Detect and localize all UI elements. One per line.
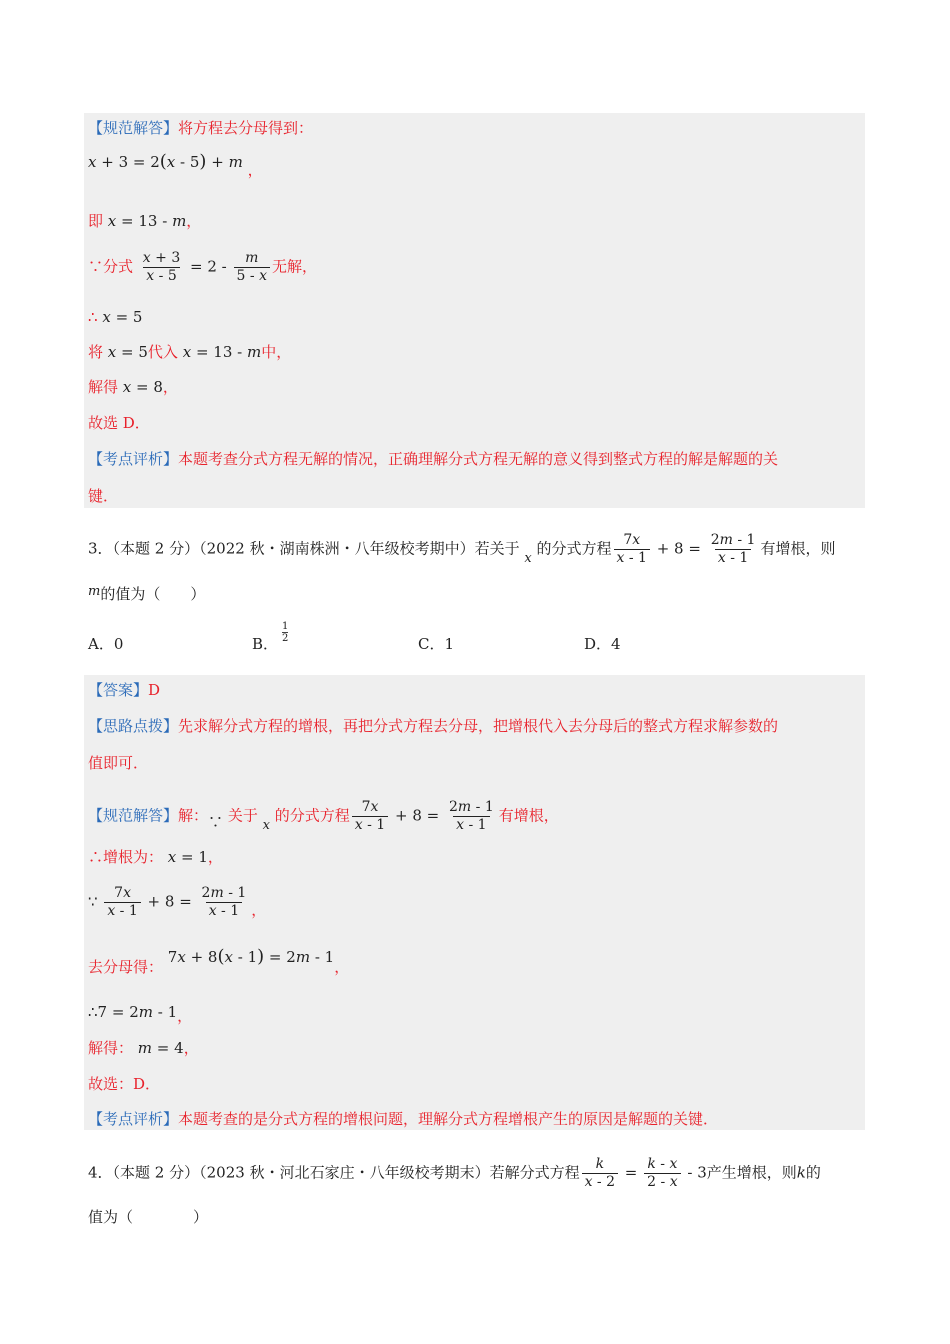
answer-choice-2: 故选：D． [88,1075,161,1093]
sol-pre: 解： [178,806,209,825]
answer-line [88,680,160,700]
jiede-text-2: 解得： [88,1039,134,1057]
evaluation-1-cont: 键． [88,487,119,505]
solution-line-2: ∴增根为： x = 1， [88,848,223,866]
question-4-suffix: 产生增根，则 [706,1163,797,1182]
dairu-text: 代入 [147,343,178,361]
therefore-symbol: ∴ [88,308,98,326]
comma: ， [186,212,202,230]
question-3-line2-suffix: 的值为（ ） [100,585,206,603]
equation-4: ∴ x = 5 [88,308,143,326]
solution-line-3: ∵ $\frac{7x}{x - 1}$ + 8 = $\frac{2m - 1}{x - 1}$ ， [88,885,267,919]
question-4-tail: 的 [805,1163,821,1182]
evaluation-text: 本题考查分式方程无解的情况，正确理解分式方程无解的意义得到整式方程的解是解题的关 [178,450,779,468]
question-3-prefix: 3．（本题 2 分）（2022 秋・湖南株洲・八年级校考期中）若关于 [88,539,520,558]
evaluation-label: 【考点评析】 [88,450,179,468]
fenshi-text: 的分式方程 [274,806,350,825]
comma: ， [183,1039,199,1057]
because-symbol: ∵ [208,812,224,831]
comma: ， [162,378,178,396]
comma: ， [251,900,267,919]
answer-choice-1: 故选 D． [88,414,150,432]
equation-2: 即 x = 13 - m， [88,212,202,230]
equation-3: ∵分式 $\frac{x + 3}{x - 5}$ = 2 - $\frac{m}{5 - x}$ 无解， [88,250,317,284]
option-a[interactable]: A．0 [88,635,124,653]
jiede-text: 解得 [88,378,119,396]
equation-1: x + 3 = 2(x - 5) + m ， [88,151,263,179]
hint-line-2: 值即可． [88,754,149,772]
solution-label-2: 【规范解答】 [88,806,179,825]
ji-text: 即 [88,212,104,230]
answer-value: D [148,681,161,699]
solution-line-6: 解得： m = 4， [88,1039,199,1057]
zenggen-text: ∴增根为： [88,848,164,866]
option-b-label: B． [252,635,279,653]
question-3-mid: 的分式方程 [536,539,612,558]
evaluation-label-2: 【考点评析】 [88,1110,179,1128]
solution-line-5: ∴7 = 2m - 1， [88,1003,193,1025]
comma: ， [207,848,223,866]
equation-6: 解得 x = 8， [88,378,178,396]
guanyu-text: 关于 [227,806,258,825]
question-3-suffix: 有增根，则 [760,539,836,558]
comma: ， [177,1007,193,1025]
option-d[interactable]: D．4 [584,635,621,653]
solution-label: 【规范解答】 [88,119,179,137]
evaluation-1 [88,449,778,469]
question-4-prefix: 4．（本题 2 分）（2023 秋・河北石家庄・八年级校考期末）若解分式方程 [88,1163,580,1182]
comma: ， [334,958,350,976]
evaluation-2 [88,1109,718,1129]
solution-line-4: 去分母得： 7x + 8(x - 1) = 2m - 1， [88,946,350,976]
because-symbol-2: ∵ [88,892,98,911]
option-b[interactable]: B． $\frac{1}{2}$ [252,621,289,653]
solution-line-1: 【规范解答】解：∵ 关于 x 的分式方程 $\frac{7x}{x - 1}$ + 8 = $\frac{2m - 1}{x - 1}$ 有增根， [88,799,559,833]
answer-label: 【答案】 [88,681,149,699]
question-3-stem: 3．（本题 2 分）（2022 秋・湖南株洲・八年级校考期中）若关于 x 的分式方程 $\frac{7x}{x - 1}$ + 8 = $\frac{2m - 1}{x - 1}$ 有增根，则 [88,532,836,566]
qufenmu-text: 去分母得： [88,958,164,976]
block1-intro [88,118,313,138]
option-c[interactable]: C．1 [418,635,455,653]
jiang-text: 将 [88,343,104,361]
evaluation-text-2: 本题考查的是分式方程的增根问题，理解分式方程增根产生的原因是解题的关键． [178,1110,719,1128]
zhong-text: 中， [261,343,292,361]
youzenggen-text: 有增根， [498,806,559,825]
because-text: ∵分式 [88,257,134,276]
hint-text: 先求解分式方程的增根，再把分式方程去分母，把增根代入去分母后的整式方程求解参数的 [178,717,779,735]
hint-label: 【思路点拨】 [88,717,179,735]
equation-5: 将 x = 5代入 x = 13 - m中， [88,343,292,361]
therefore-symbol-2: ∴ [88,1003,98,1021]
wujie-text: 无解， [271,257,317,276]
hint-line [88,716,778,736]
question-4-line2: 值为（ ） [88,1208,209,1226]
question-3-line2: m的值为（ ） [88,584,206,603]
comma: ， [247,161,263,179]
question-4-stem: 4．（本题 2 分）（2023 秋・河北石家庄・八年级校考期末）若解分式方程 $\frac{k}{x - 2}$ = $\frac{k - x}{2 - x}$ - 3产生增根，则k的 [88,1156,821,1190]
solution-intro: 将方程去分母得到： [178,119,314,137]
